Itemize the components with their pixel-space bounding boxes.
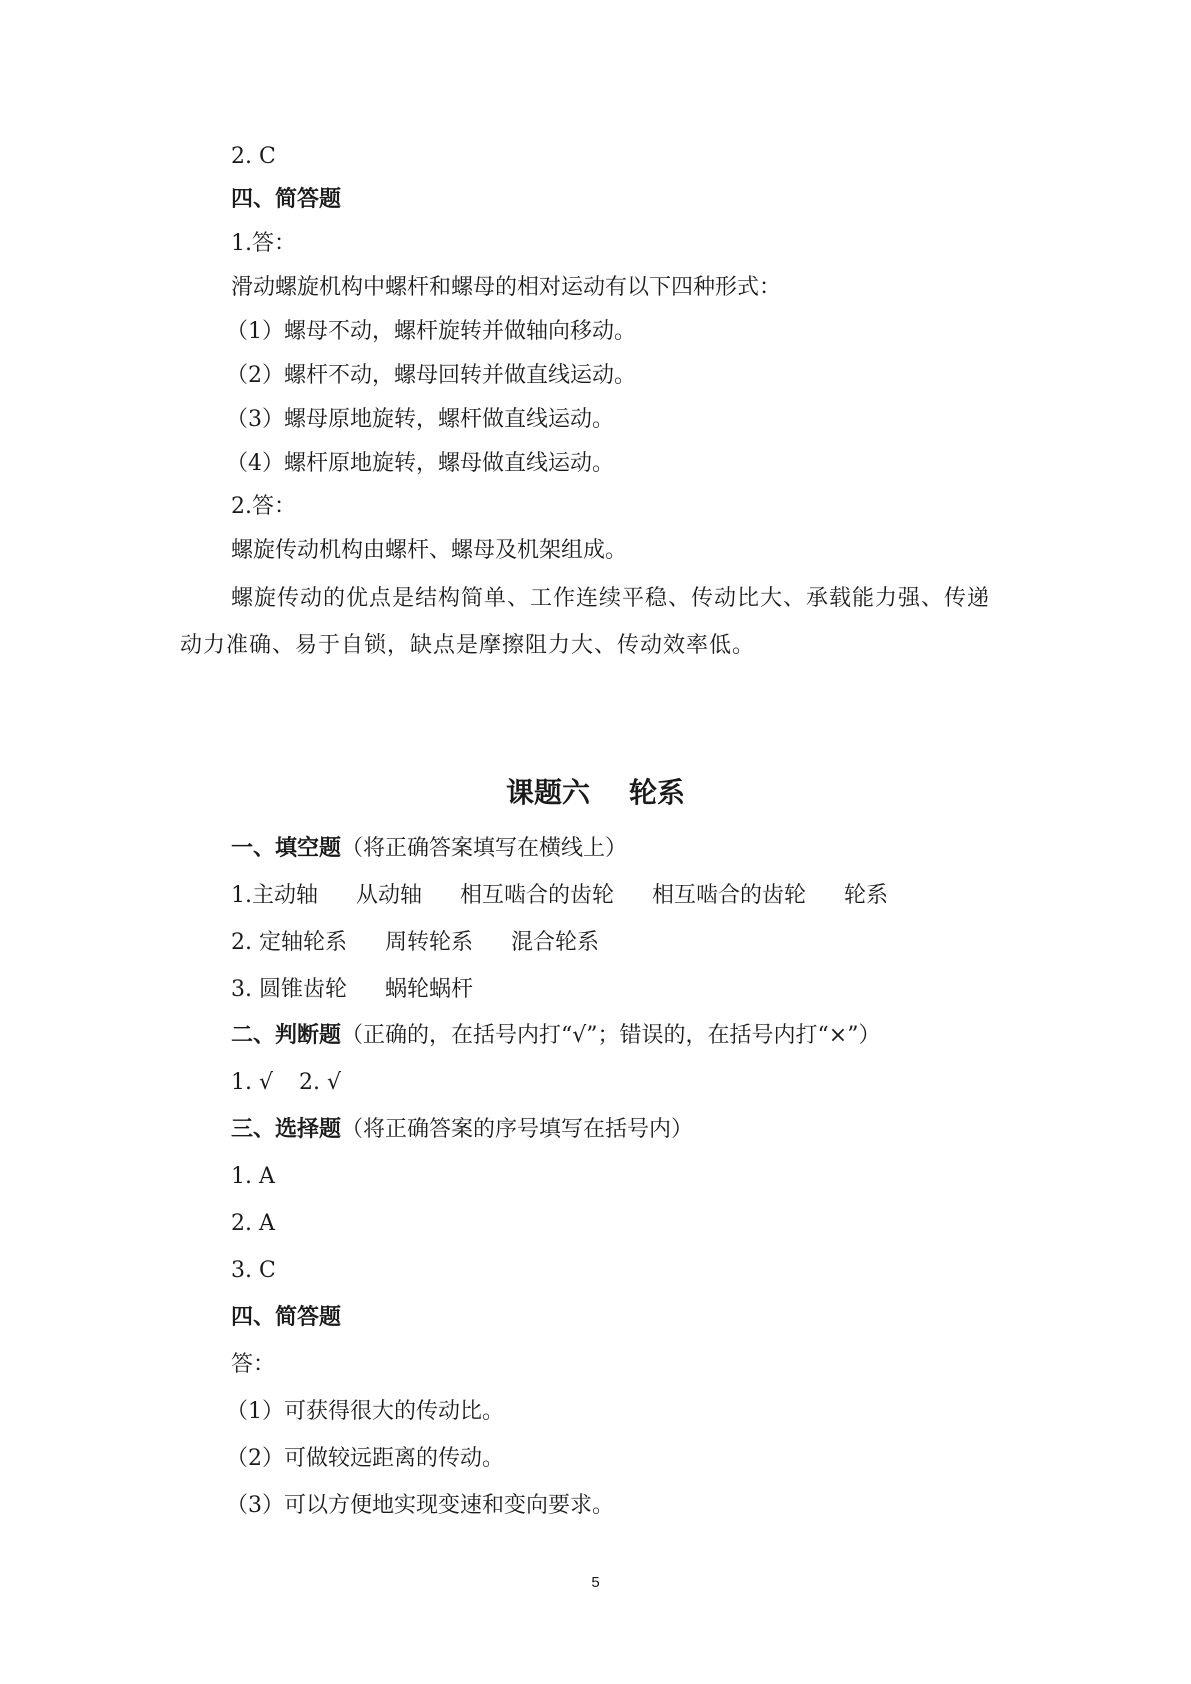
fill-answer: 3. 圆锥齿轮 (231, 977, 347, 1002)
short-answer-heading: 四、简答题 (231, 187, 342, 212)
fill-heading-note: （将正确答案填写在横线上） (341, 836, 628, 861)
choice-heading-label: 三、选择题 (231, 1117, 342, 1142)
judge-answer-row (231, 1068, 341, 1098)
short-answer-item: （2）可做较远距离的传动。 (226, 1446, 504, 1471)
choice-answer: 2. A (231, 1211, 275, 1236)
fill-answer: 轮系 (844, 883, 889, 908)
choice-section-heading (231, 1115, 693, 1145)
judge-heading-note: （正确的，在括号内打“√”；错误的，在括号内打“×”） (341, 1023, 881, 1048)
fill-answer: 混合轮系 (511, 930, 600, 955)
page-number: 5 (591, 1574, 600, 1591)
fill-answer: 1.主动轴 (231, 883, 318, 908)
fill-answer: 从动轴 (356, 883, 423, 908)
answer-1-item: （1）螺母不动，螺杆旋转并做轴向移动。 (226, 319, 636, 344)
fill-answer: 相互啮合的齿轮 (460, 883, 615, 908)
short-answer-label: 答： (231, 1352, 276, 1377)
answer-1-item: （2）螺杆不动，螺母回转并做直线运动。 (226, 363, 636, 388)
fill-section-heading (231, 834, 627, 864)
fill-answer: 相互啮合的齿轮 (652, 883, 807, 908)
fill-answer: 蜗轮蜗杆 (384, 977, 473, 1002)
choice-answer: 1. A (231, 1164, 275, 1189)
choice-answer-2: 2. C (231, 144, 276, 169)
choice-answer: 3. C (231, 1258, 276, 1283)
short-answer-item: （1）可获得很大的传动比。 (226, 1399, 504, 1424)
short-answer-item: （3）可以方便地实现变速和变向要求。 (226, 1493, 614, 1518)
answer-2-label: 2.答： (231, 494, 296, 519)
answer-2-line: 螺旋传动机构由螺杆、螺母及机架组成。 (231, 538, 628, 563)
judge-answer: 2. √ (299, 1070, 342, 1095)
choice-heading-note: （将正确答案的序号填写在括号内） (341, 1117, 694, 1142)
answer-1-item: （4）螺杆原地旋转，螺母做直线运动。 (226, 451, 614, 476)
short-section-heading: 四、简答题 (231, 1305, 342, 1330)
judge-section-heading (231, 1021, 880, 1051)
answer-1-intro: 滑动螺旋机构中螺杆和螺母的相对运动有以下四种形式： (231, 275, 782, 300)
answer-1-item: （3）螺母原地旋转，螺杆做直线运动。 (226, 407, 614, 432)
fill-answer: 周转轮系 (384, 930, 473, 955)
fill-answer: 2. 定轴轮系 (231, 930, 347, 955)
lesson-title: 课题六 轮系 (506, 776, 685, 809)
answer-1-label: 1.答： (231, 231, 296, 256)
fill-answer-row-3 (231, 975, 473, 1005)
fill-answer-row-1 (231, 881, 888, 911)
judge-heading-label: 二、判断题 (231, 1023, 342, 1048)
judge-answer: 1. √ (231, 1070, 274, 1095)
fill-heading-label: 一、填空题 (231, 836, 342, 861)
answer-2-paragraph: 螺旋传动的优点是结构简单、工作连续平稳、传动比大、承载能力强、传递动力准确、易于自锁，缺点是摩擦阻力大、传动效率低。 (180, 586, 991, 658)
fill-answer-row-2 (231, 928, 599, 958)
